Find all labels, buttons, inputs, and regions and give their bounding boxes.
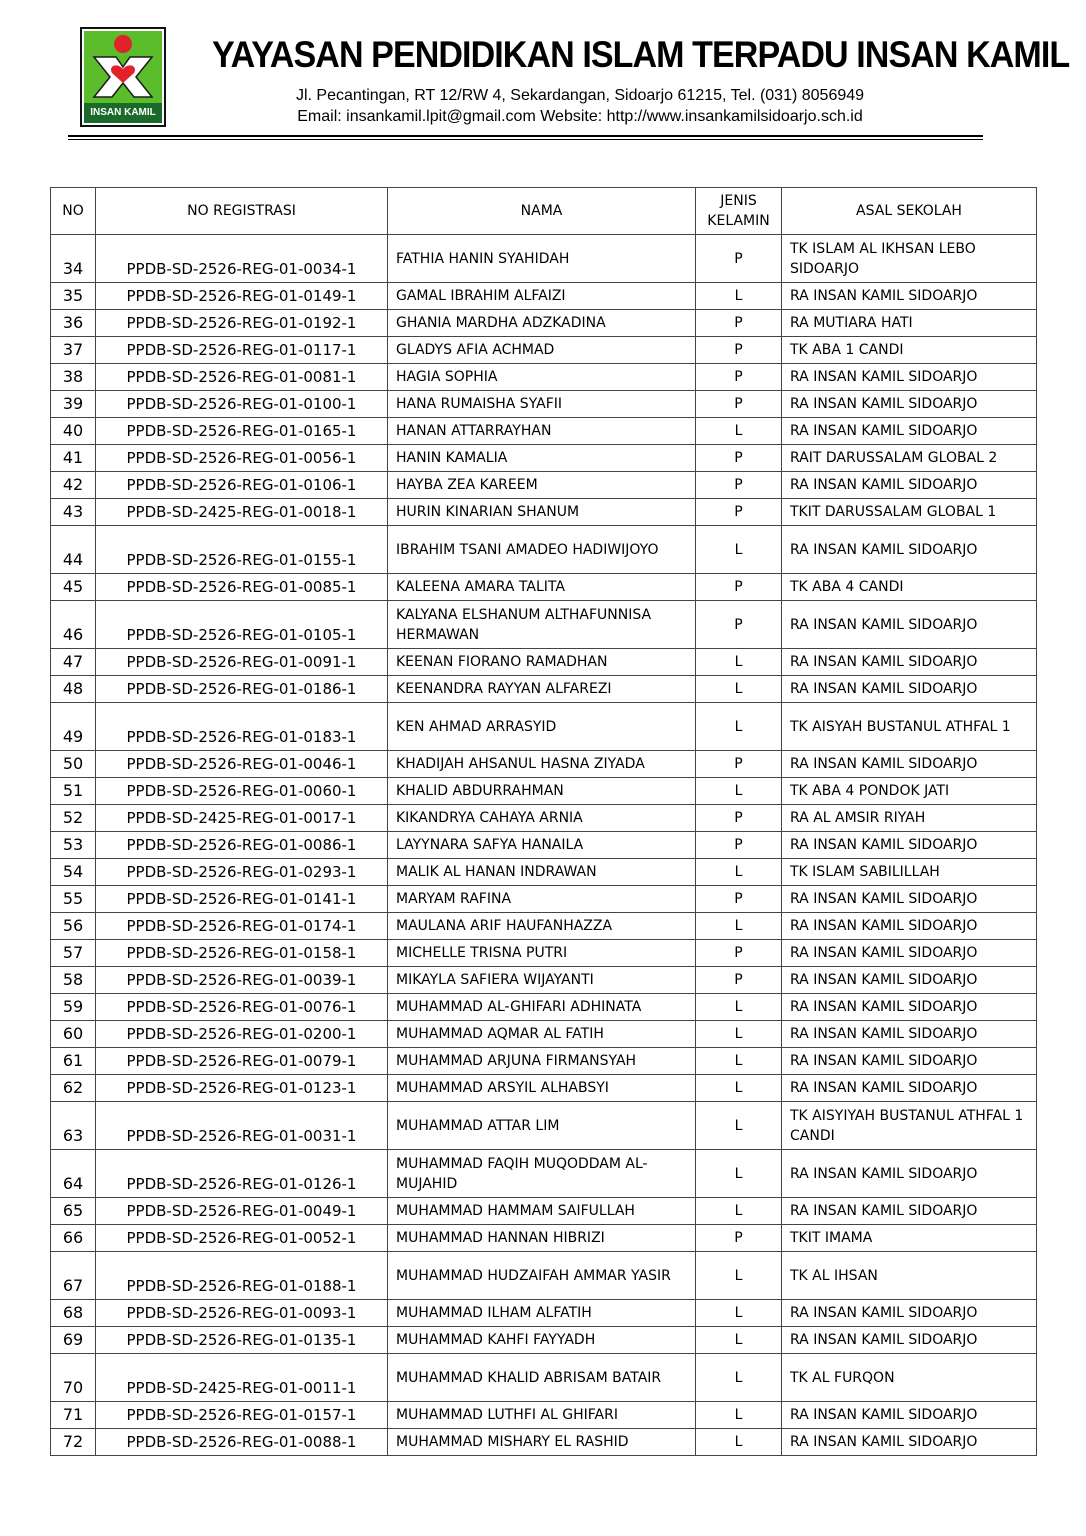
cell-no: 55	[51, 886, 96, 913]
cell-gender: L	[696, 1327, 782, 1354]
cell-no: 66	[51, 1225, 96, 1252]
cell-no: 63	[51, 1102, 96, 1150]
cell-gender: L	[696, 1102, 782, 1150]
cell-gender: P	[696, 967, 782, 994]
cell-school: RA INSAN KAMIL SIDOARJO	[782, 886, 1037, 913]
cell-no: 71	[51, 1402, 96, 1429]
cell-registration: PPDB-SD-2526-REG-01-0060-1	[96, 778, 388, 805]
cell-registration: PPDB-SD-2425-REG-01-0017-1	[96, 805, 388, 832]
cell-gender: P	[696, 886, 782, 913]
header-rule	[68, 135, 983, 137]
cell-name: MAULANA ARIF HAUFANHAZZA	[388, 913, 696, 940]
cell-no: 50	[51, 751, 96, 778]
letterhead	[0, 0, 1086, 150]
table-row	[51, 499, 1037, 526]
cell-registration: PPDB-SD-2526-REG-01-0106-1	[96, 472, 388, 499]
insan-kamil-logo	[80, 27, 166, 127]
cell-registration: PPDB-SD-2526-REG-01-0076-1	[96, 994, 388, 1021]
table-row	[51, 526, 1037, 574]
table-row	[51, 601, 1037, 649]
cell-gender: P	[696, 499, 782, 526]
cell-registration: PPDB-SD-2526-REG-01-0039-1	[96, 967, 388, 994]
cell-school: TK AISYAH BUSTANUL ATHFAL 1	[782, 703, 1037, 751]
table-row	[51, 235, 1037, 283]
cell-registration: PPDB-SD-2526-REG-01-0126-1	[96, 1150, 388, 1198]
cell-no: 64	[51, 1150, 96, 1198]
cell-registration: PPDB-SD-2526-REG-01-0157-1	[96, 1402, 388, 1429]
cell-school: RA INSAN KAMIL SIDOARJO	[782, 364, 1037, 391]
cell-name: HURIN KINARIAN SHANUM	[388, 499, 696, 526]
cell-name: KEN AHMAD ARRASYID	[388, 703, 696, 751]
cell-no: 39	[51, 391, 96, 418]
cell-no: 60	[51, 1021, 96, 1048]
cell-registration: PPDB-SD-2526-REG-01-0088-1	[96, 1429, 388, 1456]
cell-name: MICHELLE TRISNA PUTRI	[388, 940, 696, 967]
cell-no: 58	[51, 967, 96, 994]
cell-name: MUHAMMAD ARSYIL ALHABSYI	[388, 1075, 696, 1102]
cell-registration: PPDB-SD-2526-REG-01-0186-1	[96, 676, 388, 703]
cell-school: RA INSAN KAMIL SIDOARJO	[782, 418, 1037, 445]
cell-no: 54	[51, 859, 96, 886]
cell-name: MUHAMMAD KHALID ABRISAM BATAIR	[388, 1354, 696, 1402]
cell-name: MUHAMMAD LUTHFI AL GHIFARI	[388, 1402, 696, 1429]
cell-gender: P	[696, 574, 782, 601]
cell-no: 48	[51, 676, 96, 703]
cell-registration: PPDB-SD-2526-REG-01-0056-1	[96, 445, 388, 472]
cell-registration: PPDB-SD-2526-REG-01-0117-1	[96, 337, 388, 364]
cell-gender: P	[696, 364, 782, 391]
cell-name: KHADIJAH AHSANUL HASNA ZIYADA	[388, 751, 696, 778]
cell-name: MARYAM RAFINA	[388, 886, 696, 913]
cell-gender: P	[696, 337, 782, 364]
cell-registration: PPDB-SD-2526-REG-01-0141-1	[96, 886, 388, 913]
cell-school: RA INSAN KAMIL SIDOARJO	[782, 1048, 1037, 1075]
cell-gender: P	[696, 940, 782, 967]
table-row	[51, 778, 1037, 805]
cell-name: HANA RUMAISHA SYAFII	[388, 391, 696, 418]
cell-registration: PPDB-SD-2526-REG-01-0158-1	[96, 940, 388, 967]
cell-name: MUHAMMAD MISHARY EL RASHID	[388, 1429, 696, 1456]
cell-gender: L	[696, 526, 782, 574]
cell-school: RA INSAN KAMIL SIDOARJO	[782, 1021, 1037, 1048]
cell-gender: P	[696, 832, 782, 859]
cell-registration: PPDB-SD-2425-REG-01-0018-1	[96, 499, 388, 526]
cell-no: 38	[51, 364, 96, 391]
cell-gender: L	[696, 418, 782, 445]
cell-gender: L	[696, 1198, 782, 1225]
cell-name: KALYANA ELSHANUM ALTHAFUNNISA HERMAWAN	[388, 601, 696, 649]
cell-registration: PPDB-SD-2526-REG-01-0085-1	[96, 574, 388, 601]
cell-name: MALIK AL HANAN INDRAWAN	[388, 859, 696, 886]
cell-gender: L	[696, 1021, 782, 1048]
table-row	[51, 940, 1037, 967]
cell-school: RA INSAN KAMIL SIDOARJO	[782, 472, 1037, 499]
cell-gender: L	[696, 1048, 782, 1075]
cell-name: KALEENA AMARA TALITA	[388, 574, 696, 601]
cell-name: FATHIA HANIN SYAHIDAH	[388, 235, 696, 283]
cell-no: 49	[51, 703, 96, 751]
table-row	[51, 1225, 1037, 1252]
cell-name: MUHAMMAD AL-GHIFARI ADHINATA	[388, 994, 696, 1021]
cell-gender: L	[696, 676, 782, 703]
cell-gender: L	[696, 283, 782, 310]
cell-gender: L	[696, 994, 782, 1021]
cell-registration: PPDB-SD-2526-REG-01-0086-1	[96, 832, 388, 859]
cell-gender: P	[696, 391, 782, 418]
cell-registration: PPDB-SD-2526-REG-01-0052-1	[96, 1225, 388, 1252]
cell-school: RA INSAN KAMIL SIDOARJO	[782, 649, 1037, 676]
table-header-row	[51, 188, 1037, 235]
table-row	[51, 1198, 1037, 1225]
cell-gender: L	[696, 1300, 782, 1327]
table-row	[51, 1429, 1037, 1456]
cell-gender: L	[696, 778, 782, 805]
table-row	[51, 751, 1037, 778]
cell-name: HAGIA SOPHIA	[388, 364, 696, 391]
cell-name: MUHAMMAD HUDZAIFAH AMMAR YASIR	[388, 1252, 696, 1300]
cell-school: TK ISLAM SABILILLAH	[782, 859, 1037, 886]
cell-school: TK ABA 4 CANDI	[782, 574, 1037, 601]
cell-name: KIKANDRYA CAHAYA ARNIA	[388, 805, 696, 832]
table-row	[51, 1354, 1037, 1402]
cell-name: MUHAMMAD KAHFI FAYYADH	[388, 1327, 696, 1354]
cell-gender: P	[696, 1225, 782, 1252]
table-row	[51, 1252, 1037, 1300]
cell-school: RA MUTIARA HATI	[782, 310, 1037, 337]
cell-school: RA INSAN KAMIL SIDOARJO	[782, 751, 1037, 778]
cell-no: 59	[51, 994, 96, 1021]
cell-school: RAIT DARUSSALAM GLOBAL 2	[782, 445, 1037, 472]
table-row	[51, 1402, 1037, 1429]
cell-no: 70	[51, 1354, 96, 1402]
cell-registration: PPDB-SD-2526-REG-01-0081-1	[96, 364, 388, 391]
cell-school: TK AL FURQON	[782, 1354, 1037, 1402]
table-row	[51, 283, 1037, 310]
cell-gender: L	[696, 1354, 782, 1402]
table-row	[51, 445, 1037, 472]
table-row	[51, 676, 1037, 703]
cell-no: 40	[51, 418, 96, 445]
cell-gender: L	[696, 1252, 782, 1300]
cell-school: RA INSAN KAMIL SIDOARJO	[782, 1075, 1037, 1102]
cell-school: RA INSAN KAMIL SIDOARJO	[782, 967, 1037, 994]
cell-name: MUHAMMAD HANNAN HIBRIZI	[388, 1225, 696, 1252]
cell-no: 51	[51, 778, 96, 805]
cell-gender: L	[696, 1402, 782, 1429]
cell-name: IBRAHIM TSANI AMADEO HADIWIJOYO	[388, 526, 696, 574]
table-row	[51, 703, 1037, 751]
cell-no: 67	[51, 1252, 96, 1300]
table-row	[51, 310, 1037, 337]
cell-name: KHALID ABDURRAHMAN	[388, 778, 696, 805]
cell-school: TKIT IMAMA	[782, 1225, 1037, 1252]
logo-text: INSAN KAMIL	[84, 103, 162, 123]
cell-registration: PPDB-SD-2526-REG-01-0091-1	[96, 649, 388, 676]
cell-school: RA INSAN KAMIL SIDOARJO	[782, 1198, 1037, 1225]
cell-gender: P	[696, 601, 782, 649]
cell-no: 65	[51, 1198, 96, 1225]
cell-no: 37	[51, 337, 96, 364]
cell-name: KEENAN FIORANO RAMADHAN	[388, 649, 696, 676]
cell-no: 68	[51, 1300, 96, 1327]
cell-no: 46	[51, 601, 96, 649]
cell-registration: PPDB-SD-2526-REG-01-0188-1	[96, 1252, 388, 1300]
cell-no: 43	[51, 499, 96, 526]
cell-name: MUHAMMAD FAQIH MUQODDAM AL-MUJAHID	[388, 1150, 696, 1198]
cell-no: 44	[51, 526, 96, 574]
cell-no: 56	[51, 913, 96, 940]
cell-school: RA INSAN KAMIL SIDOARJO	[782, 526, 1037, 574]
logo-background	[84, 31, 162, 105]
cell-no: 41	[51, 445, 96, 472]
cell-gender: L	[696, 703, 782, 751]
table-row	[51, 418, 1037, 445]
table-row	[51, 967, 1037, 994]
cell-school: RA INSAN KAMIL SIDOARJO	[782, 1402, 1037, 1429]
cell-school: RA INSAN KAMIL SIDOARJO	[782, 391, 1037, 418]
table-row	[51, 1021, 1037, 1048]
cell-school: RA INSAN KAMIL SIDOARJO	[782, 1150, 1037, 1198]
cell-registration: PPDB-SD-2526-REG-01-0031-1	[96, 1102, 388, 1150]
cell-name: HANIN KAMALIA	[388, 445, 696, 472]
cell-registration: PPDB-SD-2526-REG-01-0135-1	[96, 1327, 388, 1354]
cell-registration: PPDB-SD-2526-REG-01-0123-1	[96, 1075, 388, 1102]
cell-gender: L	[696, 913, 782, 940]
cell-gender: L	[696, 1150, 782, 1198]
cell-registration: PPDB-SD-2526-REG-01-0293-1	[96, 859, 388, 886]
table-row	[51, 1300, 1037, 1327]
cell-no: 72	[51, 1429, 96, 1456]
cell-name: GHANIA MARDHA ADZKADINA	[388, 310, 696, 337]
table-row	[51, 832, 1037, 859]
cell-registration: PPDB-SD-2526-REG-01-0105-1	[96, 601, 388, 649]
cell-registration: PPDB-SD-2526-REG-01-0079-1	[96, 1048, 388, 1075]
cell-no: 52	[51, 805, 96, 832]
cell-name: MUHAMMAD ATTAR LIM	[388, 1102, 696, 1150]
cell-registration: PPDB-SD-2526-REG-01-0034-1	[96, 235, 388, 283]
cell-gender: P	[696, 445, 782, 472]
table-row	[51, 337, 1037, 364]
cell-school: RA INSAN KAMIL SIDOARJO	[782, 1429, 1037, 1456]
cell-name: MUHAMMAD AQMAR AL FATIH	[388, 1021, 696, 1048]
cell-no: 53	[51, 832, 96, 859]
col-header-school: ASAL SEKOLAH	[782, 188, 1037, 235]
cell-registration: PPDB-SD-2526-REG-01-0093-1	[96, 1300, 388, 1327]
cell-name: HAYBA ZEA KAREEM	[388, 472, 696, 499]
cell-gender: P	[696, 472, 782, 499]
table-row	[51, 649, 1037, 676]
cell-registration: PPDB-SD-2526-REG-01-0046-1	[96, 751, 388, 778]
table-row	[51, 805, 1037, 832]
cell-no: 57	[51, 940, 96, 967]
cell-registration: PPDB-SD-2526-REG-01-0192-1	[96, 310, 388, 337]
cell-name: LAYYNARA SAFYA HANAILA	[388, 832, 696, 859]
cell-no: 42	[51, 472, 96, 499]
cell-school: RA INSAN KAMIL SIDOARJO	[782, 940, 1037, 967]
cell-registration: PPDB-SD-2425-REG-01-0011-1	[96, 1354, 388, 1402]
cell-gender: L	[696, 859, 782, 886]
cell-name: MIKAYLA SAFIERA WIJAYANTI	[388, 967, 696, 994]
cell-school: TKIT DARUSSALAM GLOBAL 1	[782, 499, 1037, 526]
cell-school: RA INSAN KAMIL SIDOARJO	[782, 283, 1037, 310]
cell-school: TK ISLAM AL IKHSAN LEBO SIDOARJO	[782, 235, 1037, 283]
cell-no: 36	[51, 310, 96, 337]
cell-gender: P	[696, 235, 782, 283]
table-row	[51, 1048, 1037, 1075]
cell-school: RA INSAN KAMIL SIDOARJO	[782, 832, 1037, 859]
cell-school: TK AISYIYAH BUSTANUL ATHFAL 1 CANDI	[782, 1102, 1037, 1150]
col-header-no: NO	[51, 188, 96, 235]
foundation-title: YAYASAN PENDIDIKAN ISLAM TERPADU INSAN KAMIL	[212, 34, 1070, 75]
table-row	[51, 472, 1037, 499]
cell-no: 35	[51, 283, 96, 310]
table-row	[51, 1102, 1037, 1150]
table-row	[51, 1075, 1037, 1102]
table-row	[51, 913, 1037, 940]
col-header-gender: JENIS KELAMIN	[696, 188, 782, 235]
cell-school: RA INSAN KAMIL SIDOARJO	[782, 676, 1037, 703]
cell-no: 62	[51, 1075, 96, 1102]
cell-gender: P	[696, 310, 782, 337]
cell-registration: PPDB-SD-2526-REG-01-0165-1	[96, 418, 388, 445]
cell-no: 61	[51, 1048, 96, 1075]
cell-school: TK AL IHSAN	[782, 1252, 1037, 1300]
cell-no: 34	[51, 235, 96, 283]
cell-school: RA INSAN KAMIL SIDOARJO	[782, 913, 1037, 940]
cell-school: RA INSAN KAMIL SIDOARJO	[782, 1327, 1037, 1354]
cell-school: RA INSAN KAMIL SIDOARJO	[782, 601, 1037, 649]
cell-registration: PPDB-SD-2526-REG-01-0100-1	[96, 391, 388, 418]
cell-name: MUHAMMAD HAMMAM SAIFULLAH	[388, 1198, 696, 1225]
cell-registration: PPDB-SD-2526-REG-01-0049-1	[96, 1198, 388, 1225]
table-row	[51, 994, 1037, 1021]
col-header-registration: NO REGISTRASI	[96, 188, 388, 235]
registration-table	[50, 187, 1037, 1456]
table-row	[51, 886, 1037, 913]
cell-school: TK ABA 1 CANDI	[782, 337, 1037, 364]
table-row	[51, 859, 1037, 886]
col-header-name: NAMA	[388, 188, 696, 235]
contact-line: Email: insankamil.lpit@gmail.com Website: http://www.insankamilsidoarjo.sch.id	[297, 108, 863, 125]
cell-name: KEENANDRA RAYYAN ALFAREZI	[388, 676, 696, 703]
header-rule-thin	[68, 139, 983, 140]
cell-gender: P	[696, 751, 782, 778]
cell-registration: PPDB-SD-2526-REG-01-0155-1	[96, 526, 388, 574]
cell-registration: PPDB-SD-2526-REG-01-0183-1	[96, 703, 388, 751]
cell-name: GAMAL IBRAHIM ALFAIZI	[388, 283, 696, 310]
table-row	[51, 1150, 1037, 1198]
cell-name: MUHAMMAD ILHAM ALFATIH	[388, 1300, 696, 1327]
address-line: Jl. Pecantingan, RT 12/RW 4, Sekardangan, Sidoarjo 61215, Tel. (031) 8056949	[295, 87, 865, 104]
cell-school: RA INSAN KAMIL SIDOARJO	[782, 994, 1037, 1021]
cell-school: TK ABA 4 PONDOK JATI	[782, 778, 1037, 805]
table-row	[51, 1327, 1037, 1354]
cell-no: 45	[51, 574, 96, 601]
cell-registration: PPDB-SD-2526-REG-01-0200-1	[96, 1021, 388, 1048]
cell-gender: L	[696, 1075, 782, 1102]
table-row	[51, 574, 1037, 601]
cell-registration: PPDB-SD-2526-REG-01-0149-1	[96, 283, 388, 310]
table-row	[51, 391, 1037, 418]
cell-school: RA INSAN KAMIL SIDOARJO	[782, 1300, 1037, 1327]
cell-gender: L	[696, 649, 782, 676]
cell-no: 69	[51, 1327, 96, 1354]
table-row	[51, 364, 1037, 391]
cell-name: MUHAMMAD ARJUNA FIRMANSYAH	[388, 1048, 696, 1075]
cell-name: HANAN ATTARRAYHAN	[388, 418, 696, 445]
cell-name: GLADYS AFIA ACHMAD	[388, 337, 696, 364]
cell-registration: PPDB-SD-2526-REG-01-0174-1	[96, 913, 388, 940]
cell-gender: L	[696, 1429, 782, 1456]
cell-gender: P	[696, 805, 782, 832]
logo-figure-icon	[84, 31, 162, 105]
cell-school: RA AL AMSIR RIYAH	[782, 805, 1037, 832]
cell-no: 47	[51, 649, 96, 676]
